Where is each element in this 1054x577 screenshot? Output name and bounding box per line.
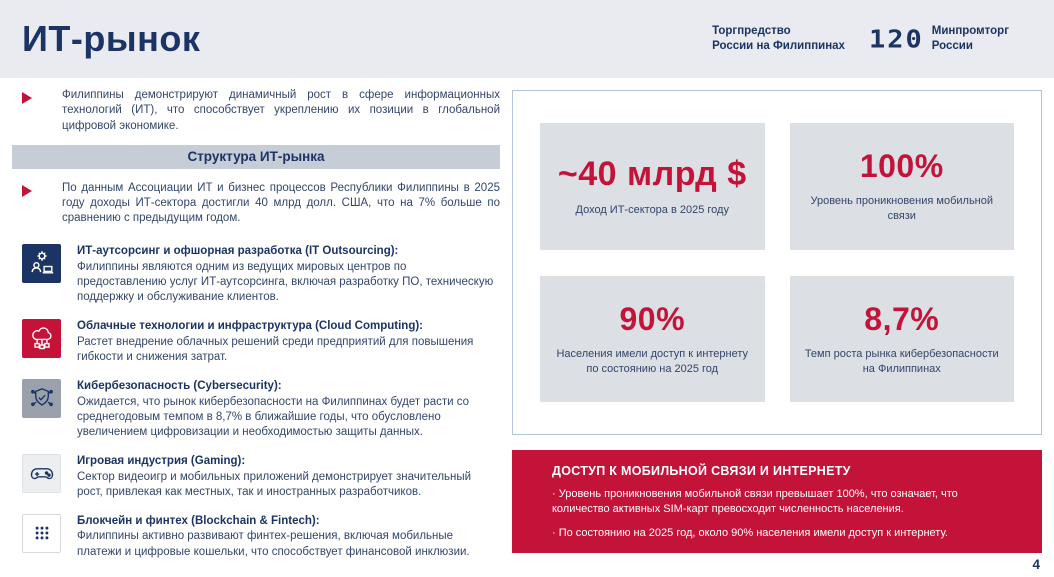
mobile-internet-access-box [512,450,1042,553]
section-cybersecurity [12,379,500,441]
section-gaming [12,454,500,501]
stat-label: Доход ИТ-сектора в 2025 году [575,203,729,216]
stat-card-internet-access [540,276,765,403]
stat-label: Населения имели доступ к интернету по состоянию на 2025 год [556,347,749,375]
cloud-icon [22,319,61,358]
section-title: ИТ-аутсорсинг и офшорная разработка (IT Outsourcing): [77,244,399,257]
data-bullet [12,181,500,227]
section-body: Филиппины активно развивают финтех-решения, включая мобильные платежи и цифровые кошельки, что способствует финансовой инклюзии. [77,530,470,558]
bullet-triangle-icon [22,185,32,197]
section-title: Кибербезопасность (Cybersecurity): [77,379,282,392]
section-text [77,379,499,441]
section-body: Сектор видеоигр и мобильных приложений демонстрирует значительный рост, привлекая как местных, так и иностранных разработчиков. [77,470,472,499]
bullet-triangle-icon [22,92,32,104]
gaming-icon [22,454,61,493]
section-text [77,454,499,501]
stat-value: 8,7% [864,300,940,337]
stat-label: Темп роста рынка кибербезопасности на Филиппинах [804,347,999,375]
stats-panel [512,90,1042,435]
stat-card-mobile-penetration [790,123,1015,250]
market-structure-list [12,244,500,574]
section-title: Игровая индустрия (Gaming): [77,454,246,467]
section-text [77,514,499,561]
cybersecurity-icon [22,379,61,418]
data-bullet-text: По данным Ассоциации ИТ и бизнес процессов Республики Филиппины в 2025 году доходы ИТ-сектора достигли 40 млрд долл. США, что на 7% больше по сравнению с предыдущим годом. [62,181,500,225]
structure-header-bar [12,145,500,169]
ministry-logo [869,24,1009,55]
ministry-label: Минпромторг России [931,25,1009,52]
highlight-bullet: · По состоянию на 2025 год, около 90% населения имели доступ к интернету. [552,526,948,539]
section-title: Облачные технологии и инфраструктура (Cloud Computing): [77,319,423,332]
section-it-outsourcing [12,244,500,306]
section-text [77,244,499,306]
stat-label: Уровень проникновения мобильной связи [810,195,994,223]
stat-card-revenue [540,123,765,250]
section-body: Ожидается, что рынок кибербезопасности на Филиппинах будет расти со среднегодовым темпом в 8,7% в ближайшие годы, что обусловлено увеличением цифровизации и необходимостью защиты данных. [77,395,470,439]
header-band [0,0,1054,78]
section-body: Филиппины являются одним из ведущих мировых центров по предоставлению услуг ИТ-аутсорсинга, включая разработку ПО, техническую поддержку и обслуживание клиентов. [77,260,494,304]
section-title: Блокчейн и финтех (Blockchain & Fintech): [77,514,320,527]
stat-value: ~40 млрд $ [557,154,747,193]
highlight-title: ДОСТУП К МОБИЛЬНОЙ СВЯЗИ И ИНТЕРНЕТУ [552,464,851,478]
logo-120-icon: 120 [868,24,924,54]
structure-header-label: Структура ИТ-рынка [187,149,325,165]
intro-bullet [12,88,500,134]
intro-bullet-text: Филиппины демонстрируют динамичный рост в сфере информационных технологий (ИТ), что способствует укреплению их позиции в глобальной цифровой экономике. [62,89,500,132]
blockchain-icon [22,514,61,553]
trade-rep-label: Торгпредство России на Филиппинах [712,25,845,52]
page-title: ИТ-рынок [22,18,201,59]
highlight-bullet: · Уровень проникновения мобильной связи превышает 100%, что означает, что количество активных SIM-карт превосходит численность населения. [552,488,958,515]
left-column [12,88,500,573]
section-body: Растет внедрение облачных решений среди предприятий для повышения гибкости и снижения затрат. [77,335,474,364]
stat-value: 100% [859,148,944,185]
header-logos [712,0,1009,78]
stat-value: 90% [619,300,686,337]
section-cloud [12,319,500,366]
page-number: 4 [1032,557,1040,572]
section-blockchain [12,514,500,561]
outsourcing-icon [22,244,61,283]
stat-card-cybersecurity-growth [790,276,1015,403]
section-text [77,319,499,366]
